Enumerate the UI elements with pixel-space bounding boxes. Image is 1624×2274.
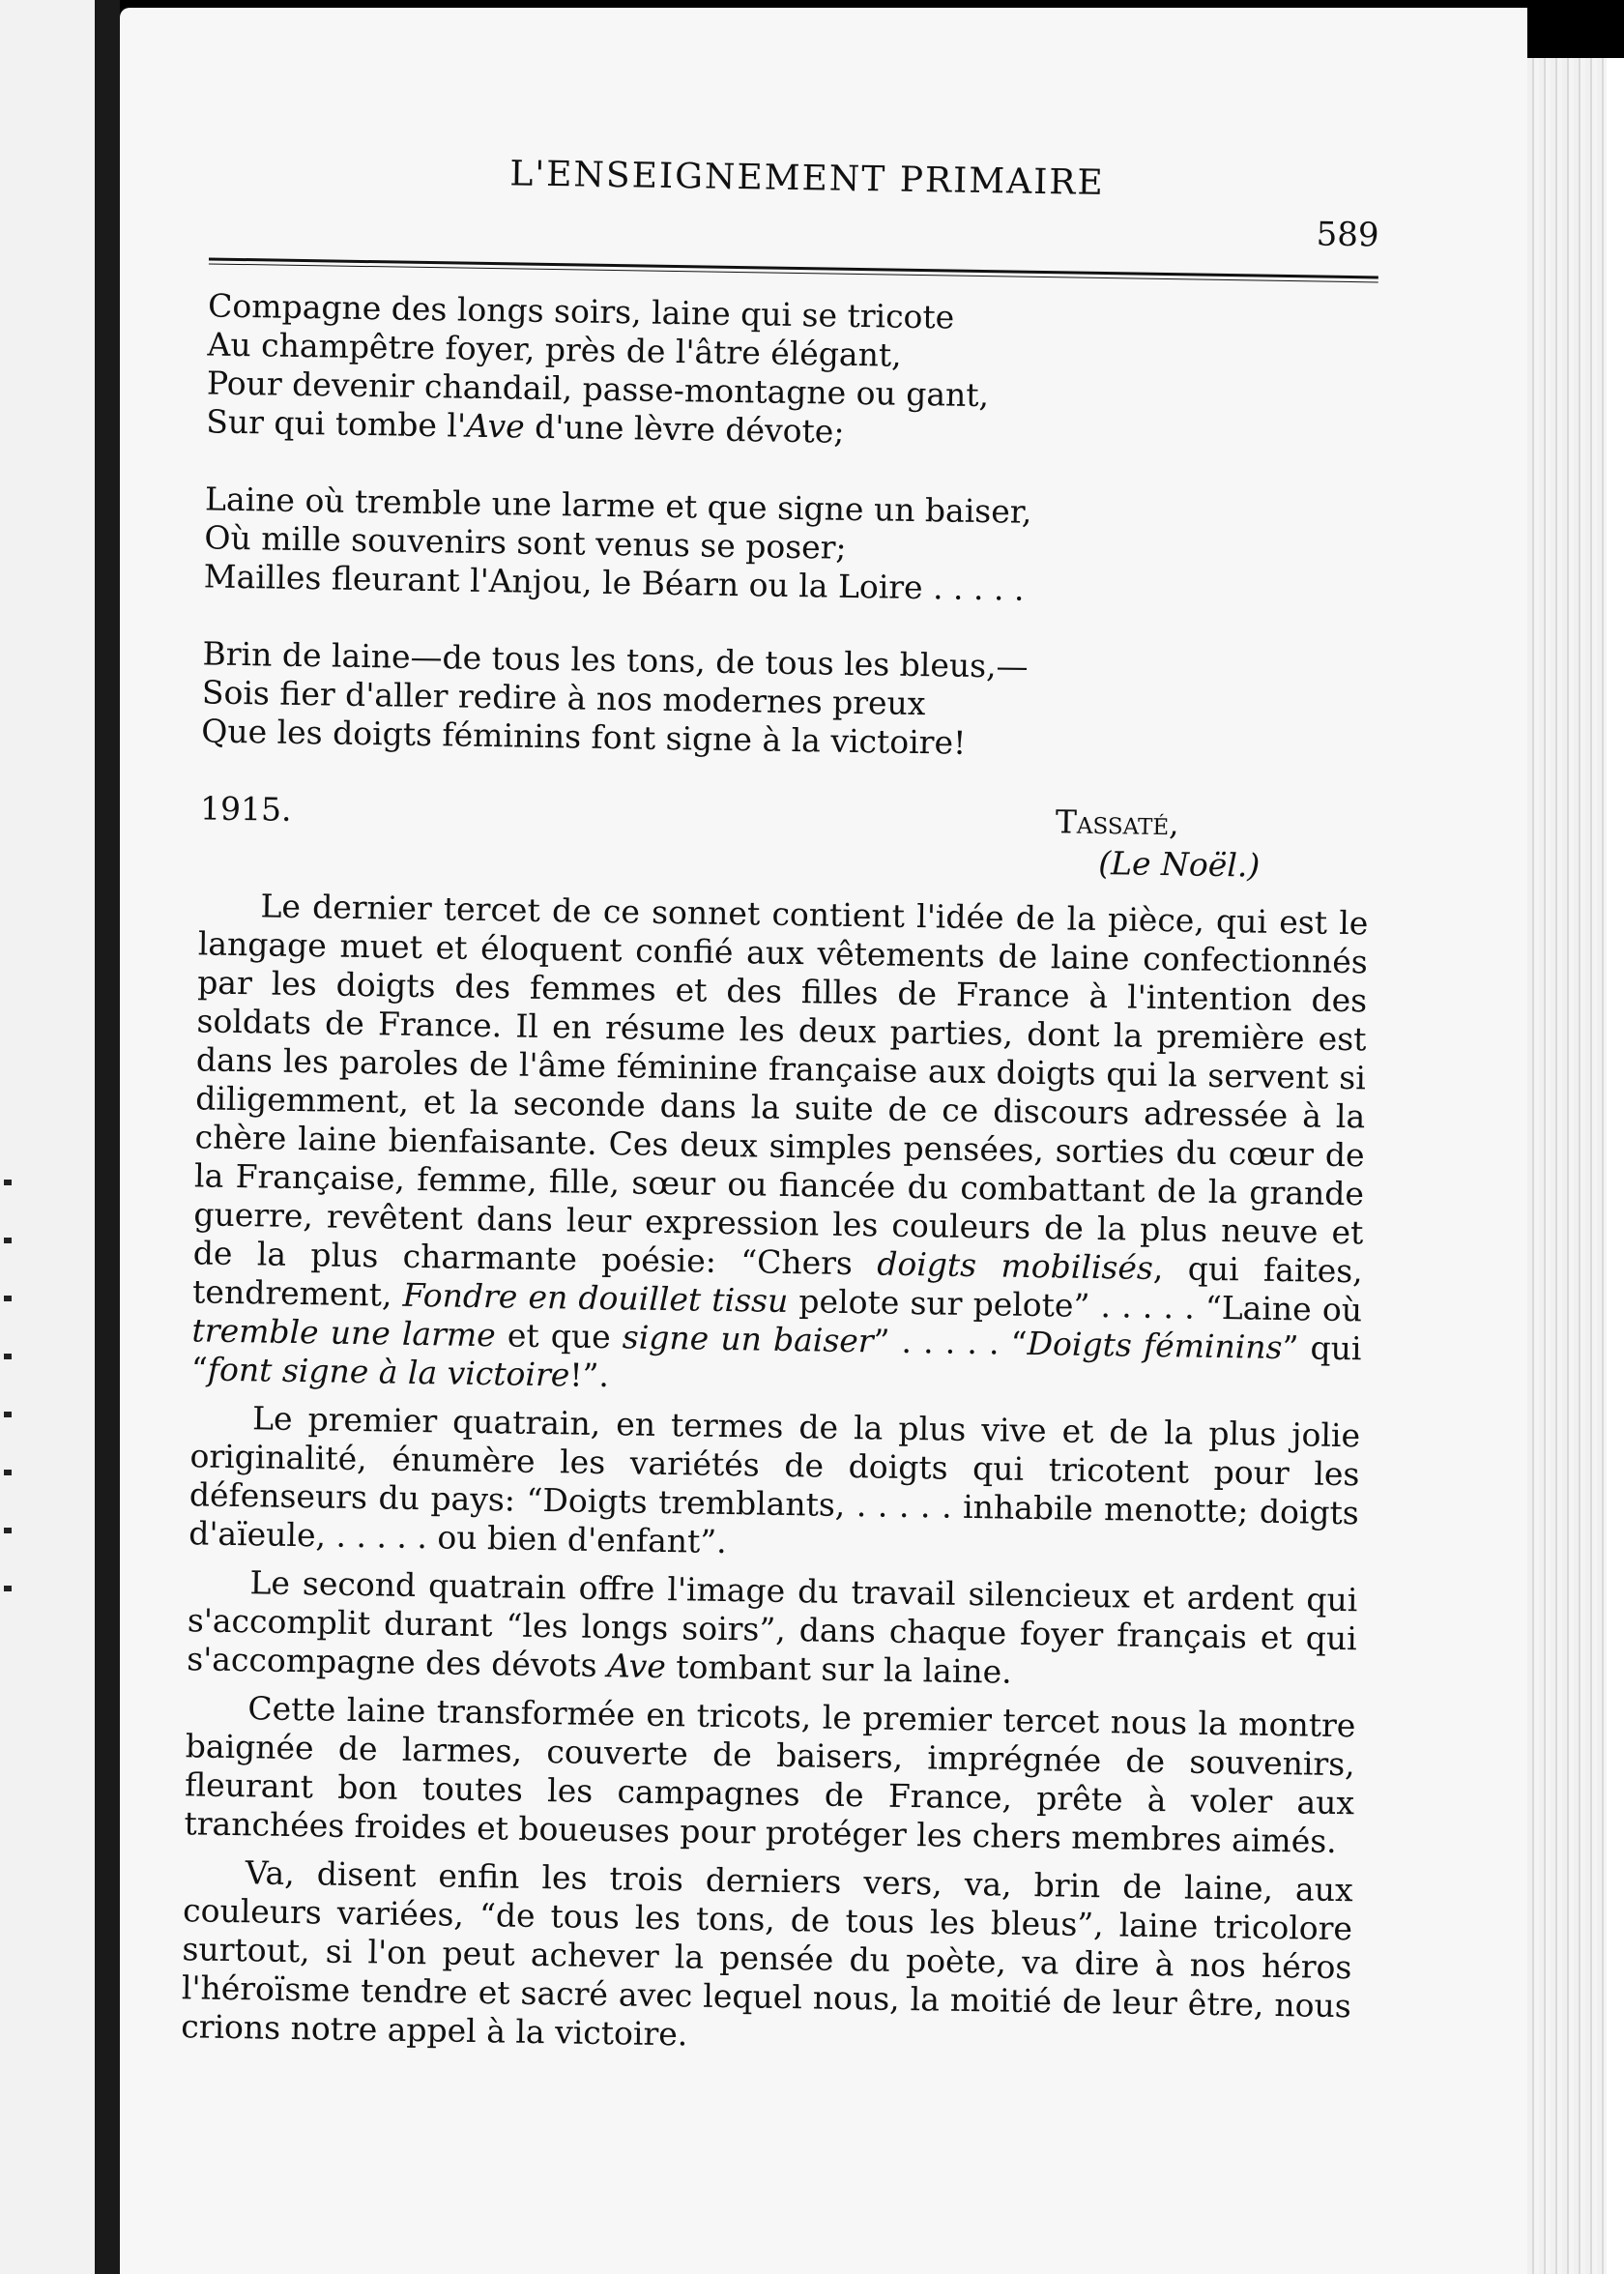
paragraph-5: Va, disent enfin les trois derniers vers, va, brin de laine, aux couleurs variées, “de tous les tons, de tous les bleus”, laine tricolore surtout, si l'on peut achever la pensée du poète, va dire à nos héros l'héroïsme tendre et sacré avec lequel nous, la moitié de leur être, nous crions notre appel à la victoire. [180, 1853, 1353, 2054]
poem-attribution [170, 789, 1370, 894]
text-run: !”. [569, 1356, 610, 1395]
verse-italic: Ave [465, 406, 526, 446]
paragraph-2: Le premier quatrain, en termes de la plus vive et de la plus jolie originalité, énumère les variétés de doigts qui tricotent pour les défenseurs du pays: “Doigts tremblants, . . . . . inhabile menotte; doigts d'aïeule, . . . . . ou bien d'enfant”. [188, 1399, 1361, 1561]
text-italic: tremble une larme [191, 1311, 497, 1355]
poem-source: (Le Noël.) [1097, 843, 1261, 885]
text-run: , qui faites, tendrement, [191, 1248, 1364, 1314]
text-italic: signe un baiser [622, 1318, 874, 1360]
verse-line: Compagne des longs soirs, laine qui se tricote [207, 286, 955, 336]
stanza-3 [201, 634, 1373, 769]
page-stack-edge [1527, 58, 1624, 2274]
text-run: pelote sur pelote” . . . . . “Laine où [787, 1282, 1363, 1329]
text-italic: font signe à la victoire [207, 1350, 570, 1394]
text-italic: doigts mobilisés [876, 1244, 1154, 1287]
text-italic: Fondre en douillet tissu [402, 1275, 789, 1320]
paragraph-3 [187, 1562, 1358, 1697]
text-run: et que [495, 1316, 624, 1356]
text-run: ” . . . . . “ [873, 1322, 1028, 1362]
header-rule [209, 257, 1378, 282]
verse-line: Où mille souvenirs sont venus se poser; [204, 518, 847, 567]
verse-line: Que les doigts féminins font signe à la victoire! [201, 712, 967, 762]
verse-line: Pour devenir chandail, passe-montagne ou gant, [206, 364, 990, 415]
verse-line: Brin de laine—de tous les tons, de tous les bleus,— [202, 634, 1029, 685]
page-header [180, 135, 1379, 255]
book-spine [95, 0, 120, 2274]
paragraph-4: Cette laine transformée en tricots, le premier tercet nous la montre baignée de larmes, couverte de baisers, imprégnée de souvenirs, fleurant bon toutes les campagnes de France, prête à voler aux tranchées froides et boueuses pour protéger les chers membres aimés. [184, 1689, 1356, 1860]
running-title: L'ENSEIGNEMENT PRIMAIRE [509, 154, 1106, 203]
facing-page-edge [0, 0, 97, 2274]
text-run: tombant sur la laine. [665, 1647, 1013, 1691]
text-run: Le dernier tercet de ce sonnet contient l'idée de la pièce, qui est le langage muet et éloquent confié aux vêtements de laine confectionnés par les doigts des femmes et des filles de France à l'intention des soldats de France. Il en résume les deux parties, dont la première est dans les paroles de l'âme féminine française aux doigts qui la servent si diligemment, et la seconde dans la suite de ce discours adressée à la chère laine bienfaisante. Ces deux simples pensées, sorties du cœur de la Française, femme, fille, sœur ou fiancée du combattant de la grande guerre, revêtent dans leur expression les couleurs de la plus neuve et de la plus charmante poésie: “Chers [192, 887, 1369, 1283]
verse-line: Mailles fleurant l'Anjou, le Béarn ou la Loire . . . . . [203, 557, 1025, 608]
commentary [181, 886, 1369, 2064]
verse-text: Sur qui tombe l' [206, 402, 467, 445]
text-run: Le second quatrain offre l'image du travail silencieux et ardent qui s'accomplit durant “les longs soirs”, dans chaque foyer français et qui s'accompagne des dévots [186, 1563, 1358, 1685]
facing-page-marks [4, 1180, 12, 1595]
verse-text: d'une lèvre dévote; [524, 407, 845, 451]
verse-line: Laine où tremble une larme et que signe un baiser, [204, 480, 1032, 531]
verse-line: Sois fier d'aller redire à nos modernes preux [201, 673, 926, 723]
text-run: ” qui “ [190, 1328, 1362, 1388]
page-content [152, 135, 1380, 2074]
poem-author: Tassaté, [1055, 802, 1179, 843]
sonnet [201, 286, 1378, 769]
verse-line: Au champêtre foyer, près de l'âtre élégant, [207, 325, 902, 374]
poem-year: 1915. [199, 789, 292, 829]
stanza-2 [204, 480, 1376, 614]
page-number: 589 [1316, 215, 1379, 255]
paragraph-1 [191, 886, 1369, 1407]
text-italic: Doigts féminins [1027, 1324, 1283, 1367]
text-italic: Ave [606, 1647, 667, 1686]
stanza-1 [206, 286, 1378, 459]
